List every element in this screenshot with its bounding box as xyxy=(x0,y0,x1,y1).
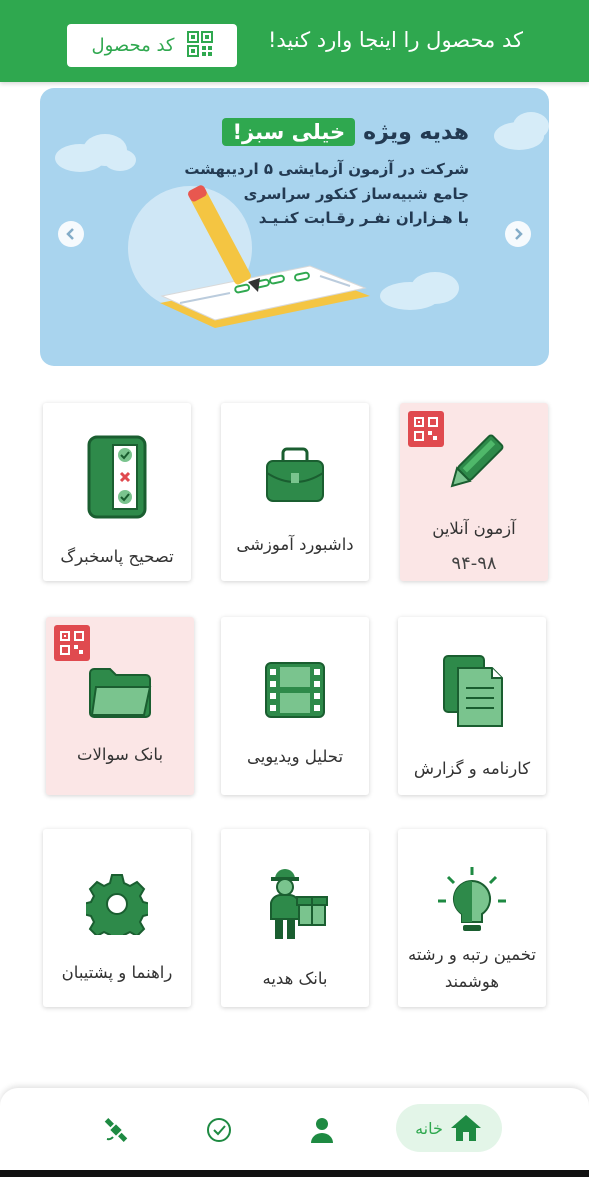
qr-badge-icon xyxy=(54,625,90,661)
banner-next-button[interactable] xyxy=(505,221,531,247)
home-icon xyxy=(449,1113,483,1143)
tile-answer-sheet-label: تصحیح پاسخبرگ xyxy=(60,547,174,566)
nav-explore[interactable] xyxy=(100,1112,132,1148)
product-code-prompt[interactable]: کد محصول را اینجا وارد کنید! xyxy=(267,28,523,52)
tile-gift-bank[interactable] xyxy=(221,829,369,1007)
tile-help-support-label: راهنما و پشتیبان xyxy=(61,963,173,982)
tile-video-analysis[interactable] xyxy=(221,617,369,795)
pencil-icon xyxy=(400,429,548,499)
tile-question-bank[interactable] xyxy=(46,617,194,795)
nav-home[interactable] xyxy=(396,1104,502,1152)
check-circle-icon xyxy=(206,1117,232,1143)
bag-icon xyxy=(221,443,369,507)
cloud-decoration xyxy=(50,128,140,173)
chevron-right-icon xyxy=(511,227,525,241)
banner-line-3: با هـزاران نفـر رقـابت کنـیـد xyxy=(258,209,469,227)
tile-rank-estimate-label: تخمین رتبه و رشته هوشمند xyxy=(407,945,537,991)
tile-online-exam-years: ۹۴-۹۸ xyxy=(451,553,497,574)
bottom-navigation xyxy=(0,1088,589,1170)
cloud-decoration xyxy=(489,108,549,153)
banner-line-2: جامع شبیه‌ساز کنکور سراسری xyxy=(243,185,469,203)
exam-paper-illustration xyxy=(120,178,380,338)
top-bar xyxy=(0,0,589,82)
tile-gift-bank-label: بانک هدیه xyxy=(262,969,328,988)
promo-banner[interactable] xyxy=(40,88,549,366)
nav-tasks[interactable] xyxy=(203,1112,235,1148)
system-navigation-bar xyxy=(0,1170,589,1177)
tile-edu-dashboard[interactable] xyxy=(221,403,369,581)
gift-courier-icon xyxy=(221,867,369,943)
chevron-left-icon xyxy=(64,227,78,241)
product-code-button-label: کد محصول xyxy=(91,35,175,56)
gear-icon xyxy=(43,873,191,935)
tile-answer-sheet[interactable] xyxy=(43,403,191,581)
profile-icon xyxy=(310,1117,334,1143)
film-icon xyxy=(221,661,369,719)
tile-online-exam-label: آزمون آنلاین xyxy=(432,519,516,538)
banner-line-1: شرکت در آزمون آزمایشی ۵ اردیبهشت xyxy=(184,160,469,178)
tile-question-bank-label: بانک سوالات xyxy=(76,745,164,764)
banner-prev-button[interactable] xyxy=(58,221,84,247)
product-code-button[interactable] xyxy=(67,24,237,67)
satellite-icon xyxy=(103,1117,129,1143)
folder-icon xyxy=(46,665,194,719)
nav-profile[interactable] xyxy=(306,1112,338,1148)
qr-code-icon xyxy=(187,31,213,61)
banner-heading: هدیه ویژه xyxy=(363,119,469,145)
lightbulb-icon xyxy=(398,865,546,935)
answer-sheet-icon xyxy=(43,433,191,521)
banner-highlight: خیلی سبز! xyxy=(222,118,355,146)
tile-rank-estimate[interactable] xyxy=(398,829,546,1007)
cloud-decoration xyxy=(370,268,470,313)
tile-video-analysis-label: تحلیل ویدیویی xyxy=(246,747,344,766)
tile-online-exam[interactable] xyxy=(400,403,548,581)
tile-report-card[interactable] xyxy=(398,617,546,795)
nav-home-label: خانه xyxy=(415,1118,443,1138)
documents-icon xyxy=(398,652,546,730)
tile-help-support[interactable] xyxy=(43,829,191,1007)
tile-report-card-label: کارنامه و گزارش xyxy=(413,759,531,778)
tile-edu-dashboard-label: داشبورد آموزشی xyxy=(236,535,354,554)
